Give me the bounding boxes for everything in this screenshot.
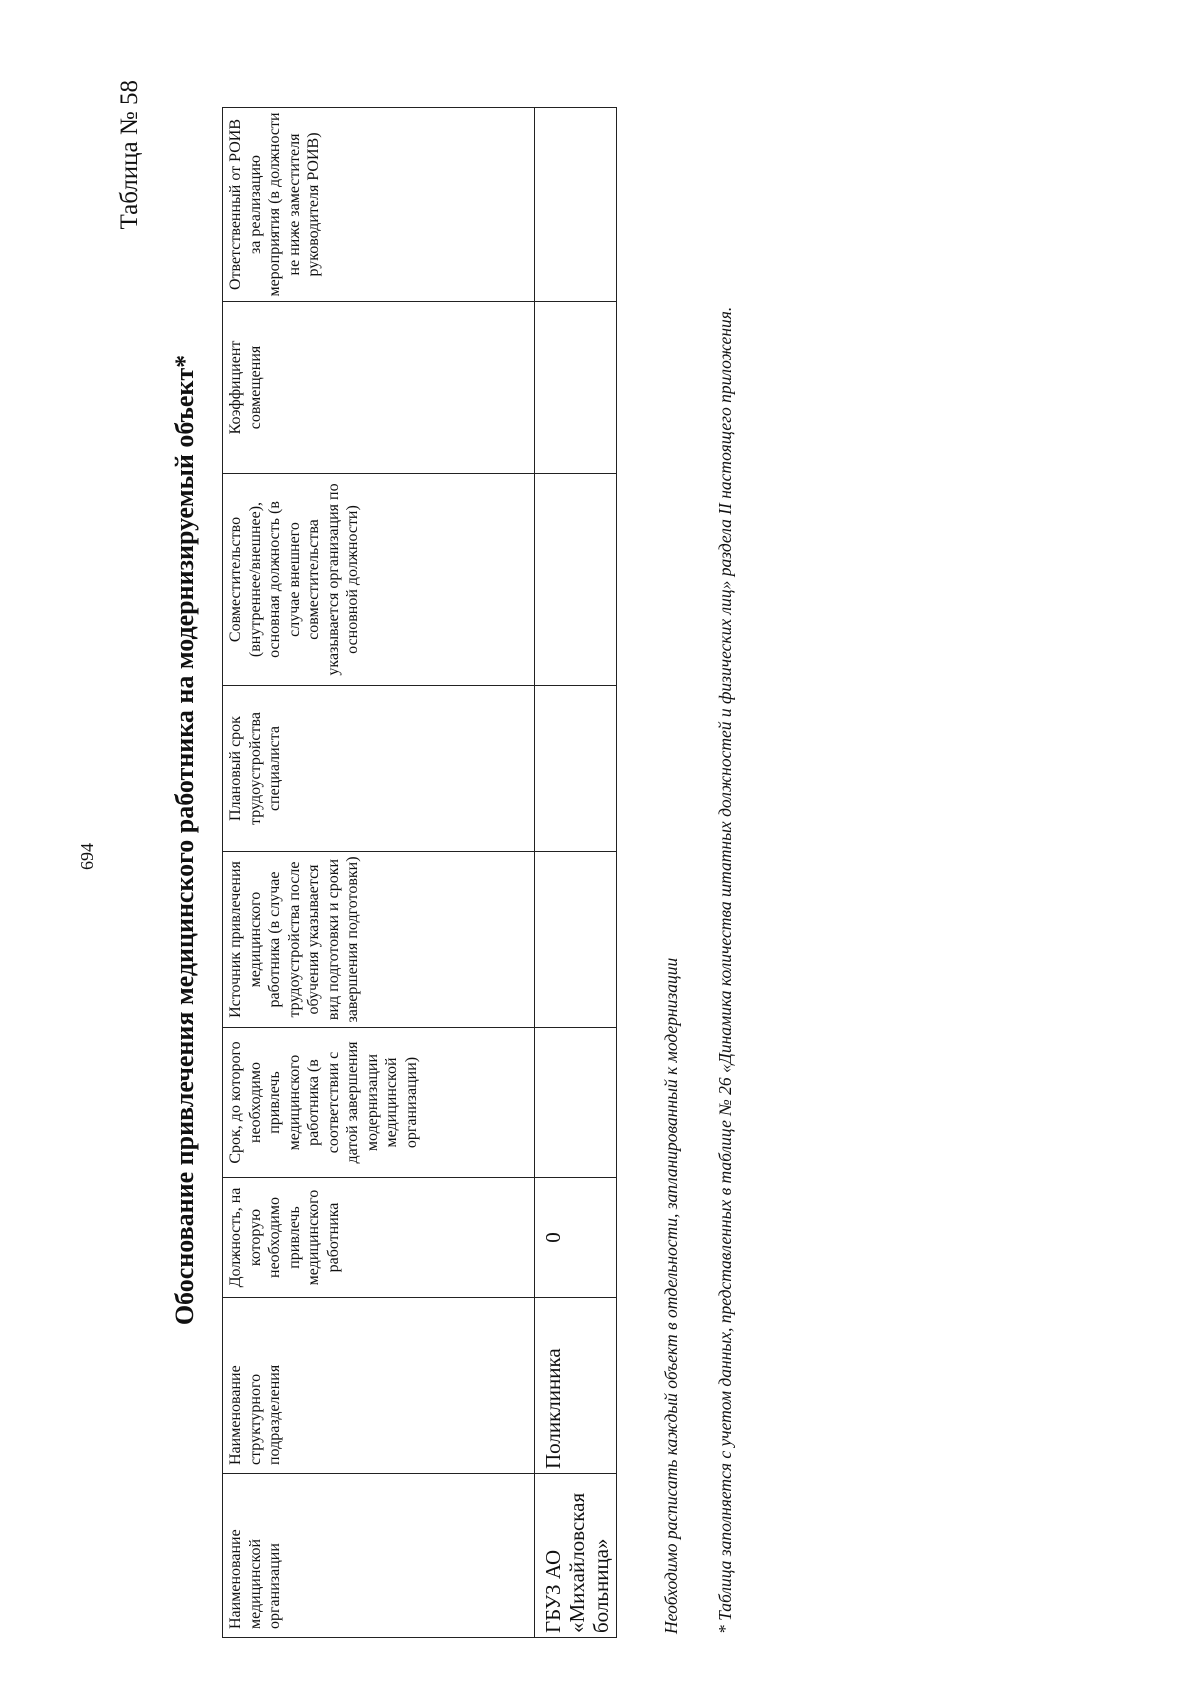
- header-cell: Срок, до которого необходимо привлечь медицинского работника (в соответствии с датой завершения модернизации медицинской организации): [223, 1028, 535, 1178]
- note-footnote: * Таблица заполняется с учетом данных, представленных в таблице № 26 «Динамика количества штатных должностей и физических лиц» раздела II настоящего приложения.: [715, 306, 735, 1634]
- document-title: Обоснование привлечения медицинского работника на модернизируемый объект*: [170, 354, 199, 1326]
- table-cell: [535, 108, 617, 302]
- table-cell: 0: [535, 1178, 617, 1298]
- table-row: [535, 108, 617, 1638]
- header-cell: Наименование медицинской организации: [223, 1474, 535, 1638]
- justification-table: [222, 107, 617, 1638]
- header-cell: Наименование структурного подразделения: [223, 1298, 535, 1474]
- header-cell: Коэффициент совмещения: [223, 302, 535, 474]
- table-cell: [535, 474, 617, 686]
- header-cell: Ответственный от РОИВ за реализацию мероприятия (в должности не ниже заместителя руководителя РОИВ): [223, 108, 535, 302]
- table-cell: ГБУЗ АО «Михайловская больница»: [535, 1474, 617, 1638]
- header-cell: Должность, на которую необходимо привлечь медицинского работника: [223, 1178, 535, 1298]
- header-cell: Плановый срок трудоустройства специалиста: [223, 686, 535, 852]
- table-header-row: [223, 108, 535, 1638]
- note-modernization: Необходимо расписать каждый объект в отдельности, запланированный к модернизации: [661, 957, 681, 1634]
- table-label: Таблица № 58: [116, 80, 143, 230]
- table-cell: [535, 302, 617, 474]
- header-cell: Источник привлечения медицинского работника (в случае трудоустройства после обучения указывается вид подготовки и сроки завершения подготовки): [223, 852, 535, 1028]
- table-cell: [535, 1028, 617, 1178]
- table-cell: [535, 686, 617, 852]
- table-cell: Поликлиника: [535, 1298, 617, 1474]
- header-cell: Совместительство (внутреннее/внешнее), основная должность (в случае внешнего совместительства указывается организация по основной должности): [223, 474, 535, 686]
- page-number: 694: [77, 843, 97, 870]
- table-cell: [535, 852, 617, 1028]
